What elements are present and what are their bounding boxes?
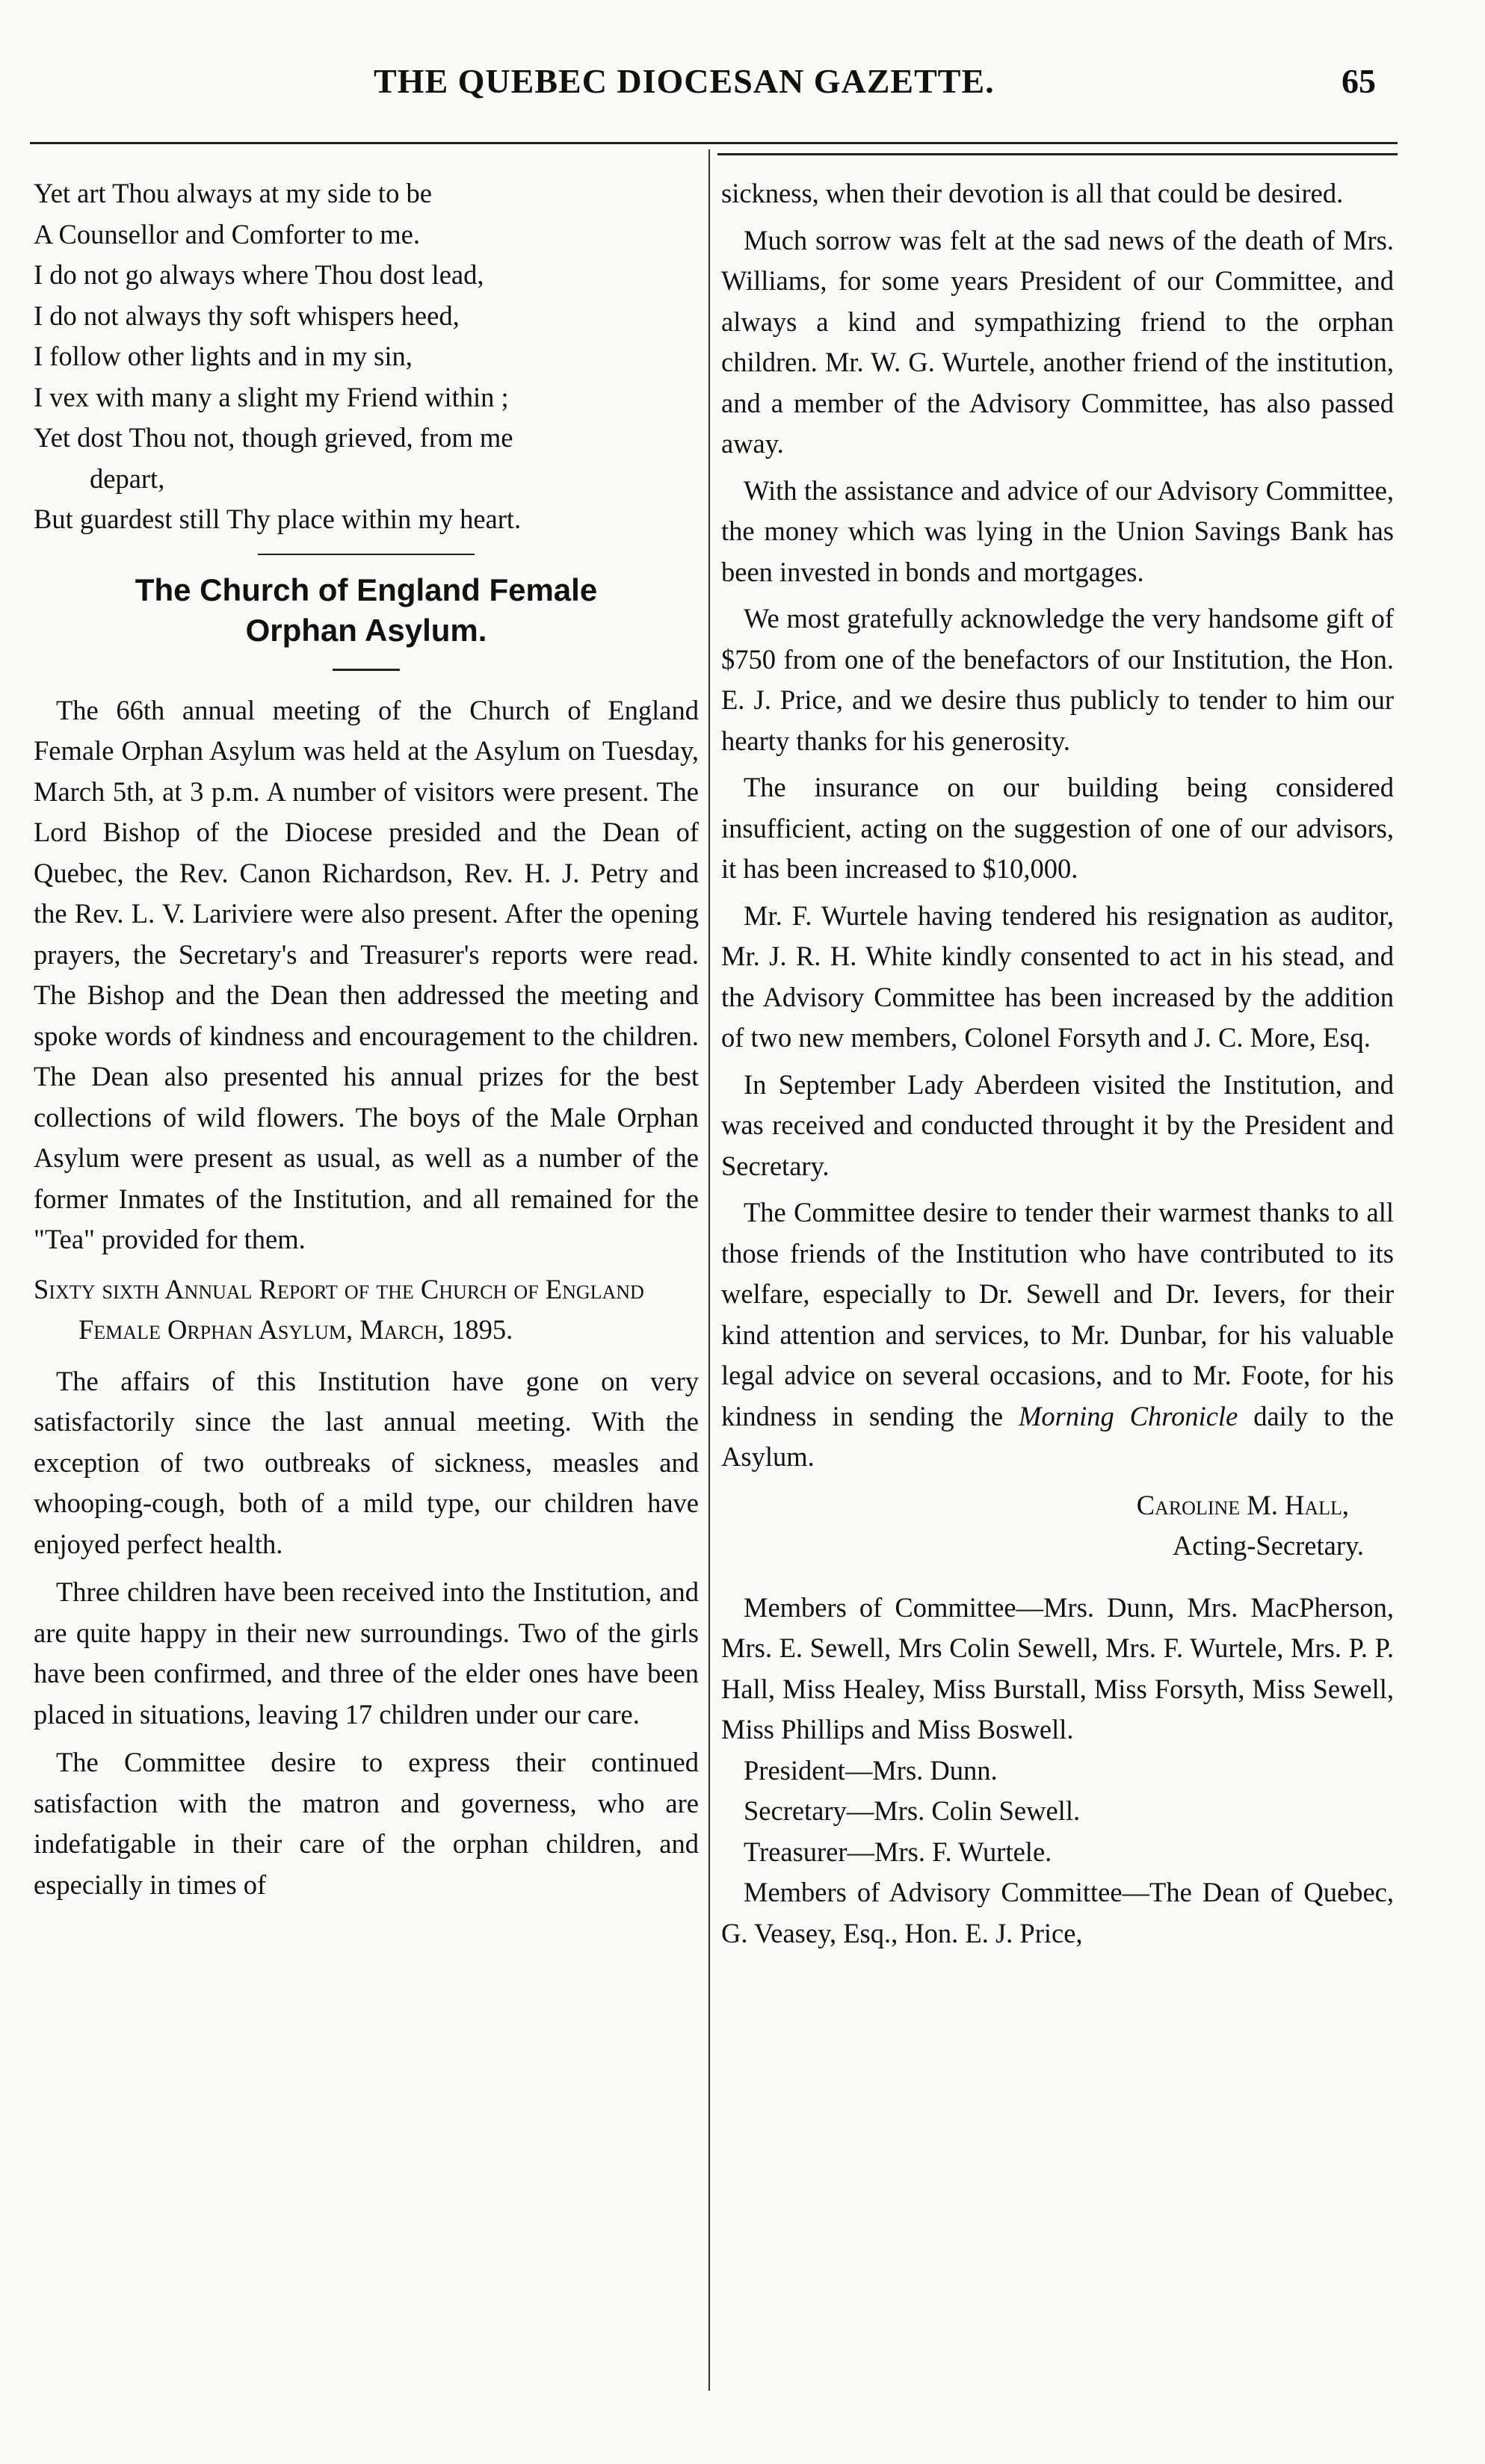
header-rule-secondary: [717, 153, 1398, 155]
poem-line: I vex with many a slight my Friend within ;: [34, 381, 509, 412]
body-paragraph: With the assistance and advice of our Advisory Committee, the money which was lying in the Union Savings Bank has been invested in bonds and mortgages.: [721, 474, 1394, 587]
right-column: [721, 173, 1394, 1954]
poem-line: depart,: [90, 462, 165, 494]
body-paragraph: The insurance on our building being considered insufficient, acting on the suggestion of one of our advisors, it has been increased to $10,000.: [721, 772, 1394, 884]
signature-name: Caroline M. Hall,: [1136, 1489, 1349, 1520]
signature-block: [721, 1485, 1394, 1567]
signature-role: Acting-Secretary.: [1172, 1530, 1364, 1561]
report-title: Sixty sixth Annual Report of the Church of England Female Orphan Asylum, March, 1895.: [34, 1273, 644, 1345]
body-paragraph: We most gratefully acknowledge the very handsome gift of $750 from one of the benefactors of our Institution, the Hon. E. J. Price, and we desire thus publicly to tender to him our hearty thanks for his generosity.: [721, 603, 1394, 756]
poem-line: I follow other lights and in my sin,: [34, 341, 413, 371]
committee-members: Members of Committee—Mrs. Dunn, Mrs. MacPherson, Mrs. E. Sewell, Mrs Colin Sewell, Mrs. F. Wurtele, Mrs. P. P. Hall, Miss Healey, Miss Burstall, Miss Forsyth, Miss Sewell, Miss Phillips and Miss Boswell.: [721, 1591, 1394, 1745]
newspaper-name: Morning Chronicle: [1018, 1400, 1238, 1431]
body-paragraph: The affairs of this Institution have gone on very satisfactorily since the last annual meeting. With the exception of two outbreaks of sickness, measles and whooping-cough, both of a mild type, our children have enjoyed perfect health.: [34, 1365, 699, 1559]
page-header: [0, 45, 1485, 120]
continued-paragraph: sickness, when their devotion is all that could be desired.: [721, 178, 1344, 208]
heading-rule: [333, 669, 400, 671]
thanks-text-end: daily to the Asylum.: [721, 1400, 1395, 1472]
body-paragraph: The Committee desire to express their continued satisfaction with the matron and governess, who are indefatigable in their care of the orphan children, and especially in times of: [34, 1747, 699, 1900]
page-number: 65: [1342, 62, 1376, 100]
left-column: [34, 173, 699, 1905]
article-heading-line2: Orphan Asylum.: [245, 612, 487, 648]
poem-line: A Counsellor and Comforter to me.: [34, 218, 421, 250]
intro-paragraph: The 66th annual meeting of the Church of England Female Orphan Asylum was held at the Asylum on Tuesday, March 5th, at 3 p.m. A number of visitors were present. The Lord Bishop of the Diocese presided and the Dean of Quebec, the Rev. Canon Richardson, Rev. H. J. Petry and the Rev. L. V. Lariviere were also present. After the opening prayers, the Secretary's and Treasurer's reports were read. The Bishop and the Dean then addressed the meeting and spoke words of kindness and encouragement to the children. The Dean also presented his annual prizes for the best collections of wild flowers. The boys of the Male Orphan Asylum were present as usual, as well as a number of the former Inmates of the Institution, and all remained for the "Tea" provided for them.: [34, 694, 699, 1254]
body-paragraph: Three children have been received into the Institution, and are quite happy in their new surroundings. Two of the girls have been confirmed, and three of the elder ones have been placed in situations, leaving 17 children under our care.: [34, 1576, 699, 1730]
body-paragraph: In September Lady Aberdeen visited the Institution, and was received and conducted throught it by the President and Secretary.: [721, 1068, 1394, 1181]
thanks-text: The Committee desire to tender their warmest thanks to all those friends of the Institution who have contributed to its welfare, especially to Dr. Sewell and Dr. Ievers, for their kind attention and services, to Mr. Dunbar, for his valuable legal advice on several occasions, and to Mr. Foote, for his kindness in sending the: [721, 1197, 1394, 1431]
running-title: THE QUEBEC DIOCESAN GAZETTE.: [374, 62, 995, 100]
treasurer-line: Treasurer—Mrs. F. Wurtele.: [744, 1836, 1052, 1867]
header-rule: [30, 142, 1398, 144]
poem-line: I do not go always where Thou dost lead,: [34, 259, 484, 290]
poem-line: I do not always thy soft whispers heed,: [34, 300, 460, 331]
article-heading-line1: The Church of England Female: [135, 572, 598, 607]
body-paragraph: Mr. F. Wurtele having tendered his resignation as auditor, Mr. J. R. H. White kindly consented to act in his stead, and the Advisory Committee has been increased by the addition of two new members, Colonel Forsyth and J. C. More, Esq.: [721, 900, 1394, 1053]
section-rule: [258, 554, 475, 555]
column-divider: [708, 149, 710, 2391]
poem-line: Yet dost Thou not, though grieved, from me: [34, 422, 513, 453]
president-line: President—Mrs. Dunn.: [744, 1754, 998, 1786]
secretary-line: Secretary—Mrs. Colin Sewell.: [744, 1795, 1081, 1826]
poem: [34, 173, 699, 540]
poem-line: But guardest still Thy place within my heart.: [34, 504, 522, 534]
thanks-paragraph: [721, 1192, 1394, 1478]
advisory-committee: Members of Advisory Committee—The Dean of Quebec, G. Veasey, Esq., Hon. E. J. Price,: [721, 1877, 1394, 1948]
poem-line: Yet art Thou always at my side to be: [34, 178, 432, 208]
article-heading: [34, 570, 699, 651]
body-paragraph: Much sorrow was felt at the sad news of the death of Mrs. Williams, for some years President of our Committee, and always a kind and sympathizing friend to the orphan children. Mr. W. G. Wurtele, another friend of the institution, and a member of the Advisory Committee, has also passed away.: [721, 224, 1394, 459]
